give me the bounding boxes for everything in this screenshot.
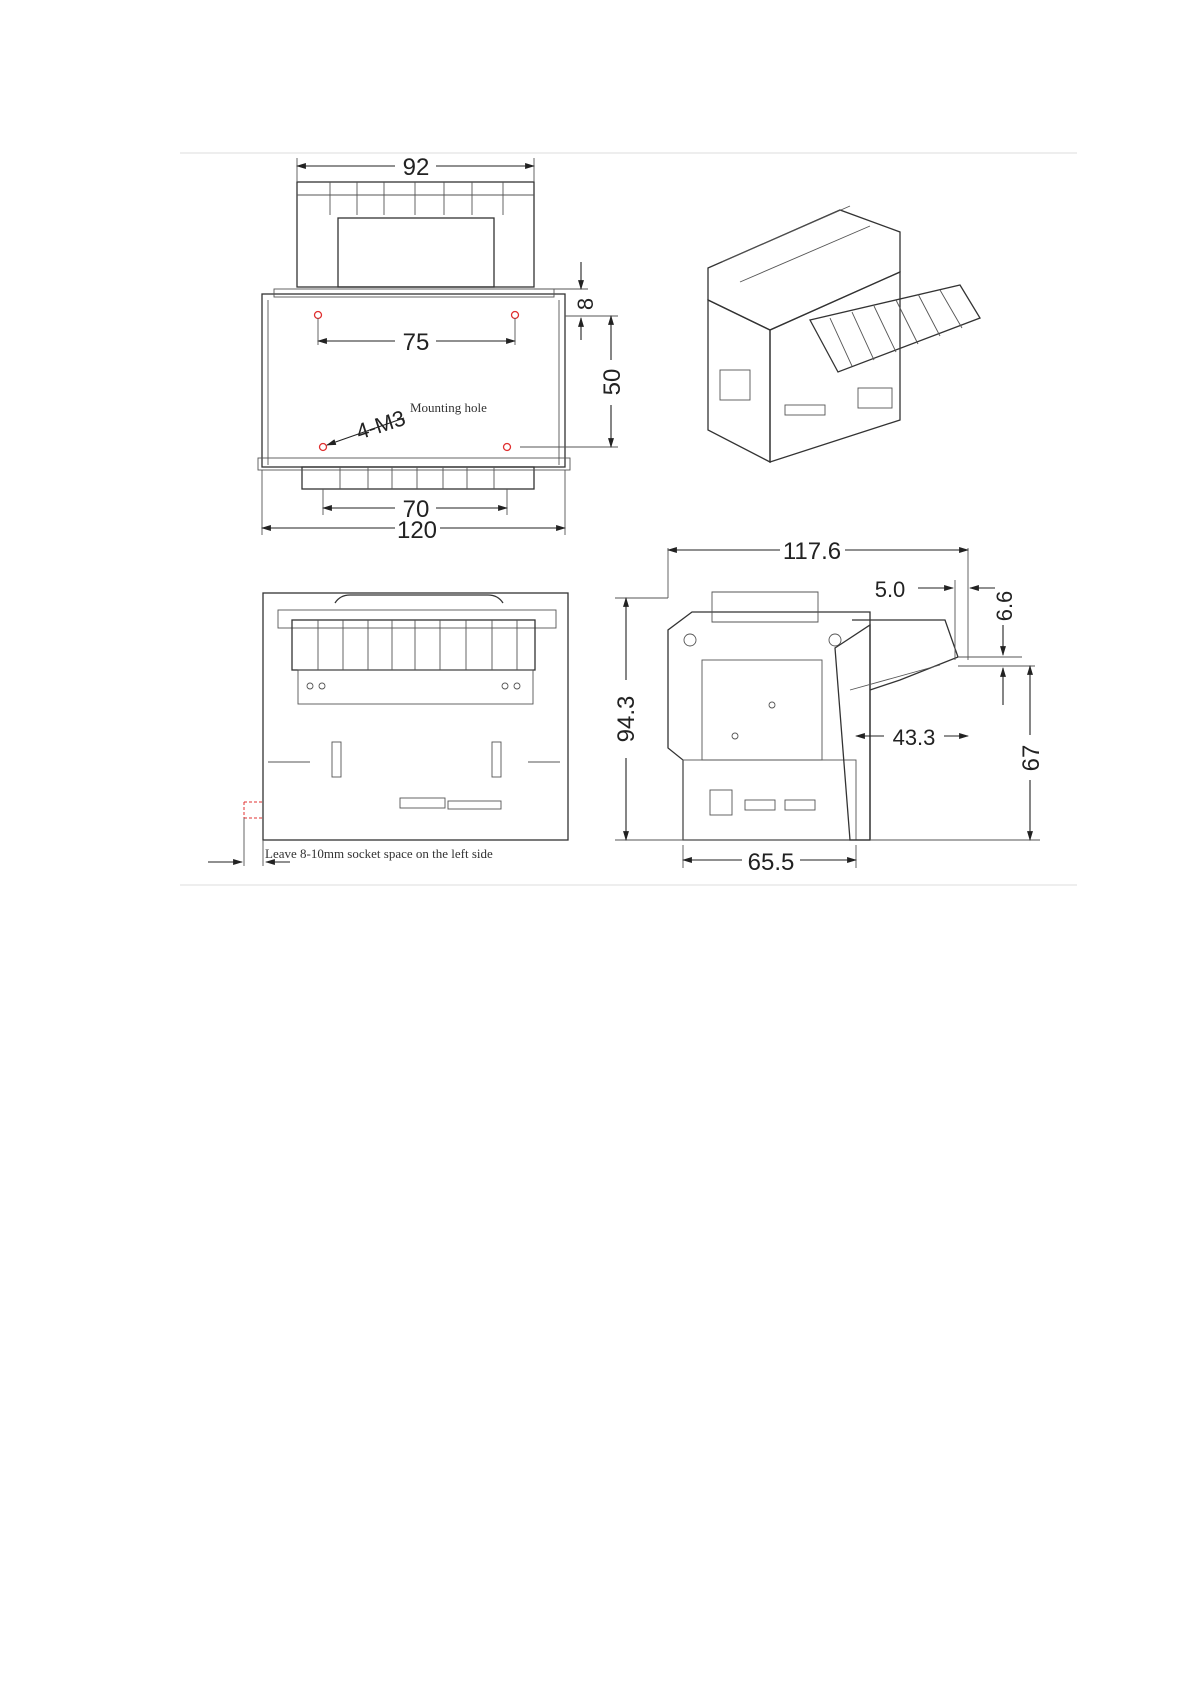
dim-offset-8: 8: [573, 297, 598, 311]
dim-side-height-67: 67: [1018, 744, 1045, 772]
front-view: [208, 593, 568, 866]
dim-overall-width: 120: [396, 517, 438, 544]
dim-side-base: 65.5: [747, 849, 795, 876]
dim-side-depth: 43.3: [892, 725, 936, 750]
mounting-hole: [320, 444, 327, 451]
mounting-hole: [512, 312, 519, 319]
dim-side-offset-6-6: 6.6: [992, 590, 1017, 622]
isometric-view: [708, 206, 980, 462]
dim-hole-spacing-bottom: 70: [402, 496, 430, 523]
top-view: [258, 154, 626, 544]
mounting-hole: [504, 444, 511, 451]
dim-hole-spacing-top: 75: [402, 329, 430, 356]
dim-side-height: 94.3: [613, 695, 640, 743]
mounting-hole: [315, 312, 322, 319]
dim-side-length: 117.6: [782, 538, 842, 565]
socket-space-note: Leave 8-10mm socket space on the left side: [265, 846, 493, 861]
side-view: [613, 538, 1045, 876]
dim-hole-vertical: 50: [599, 368, 626, 396]
mounting-hole-label: Mounting hole: [410, 400, 487, 415]
hole-callout: 4-M3: [352, 405, 409, 445]
dim-top-width: 92: [402, 154, 430, 181]
dim-side-offset-5: 5.0: [874, 577, 906, 602]
